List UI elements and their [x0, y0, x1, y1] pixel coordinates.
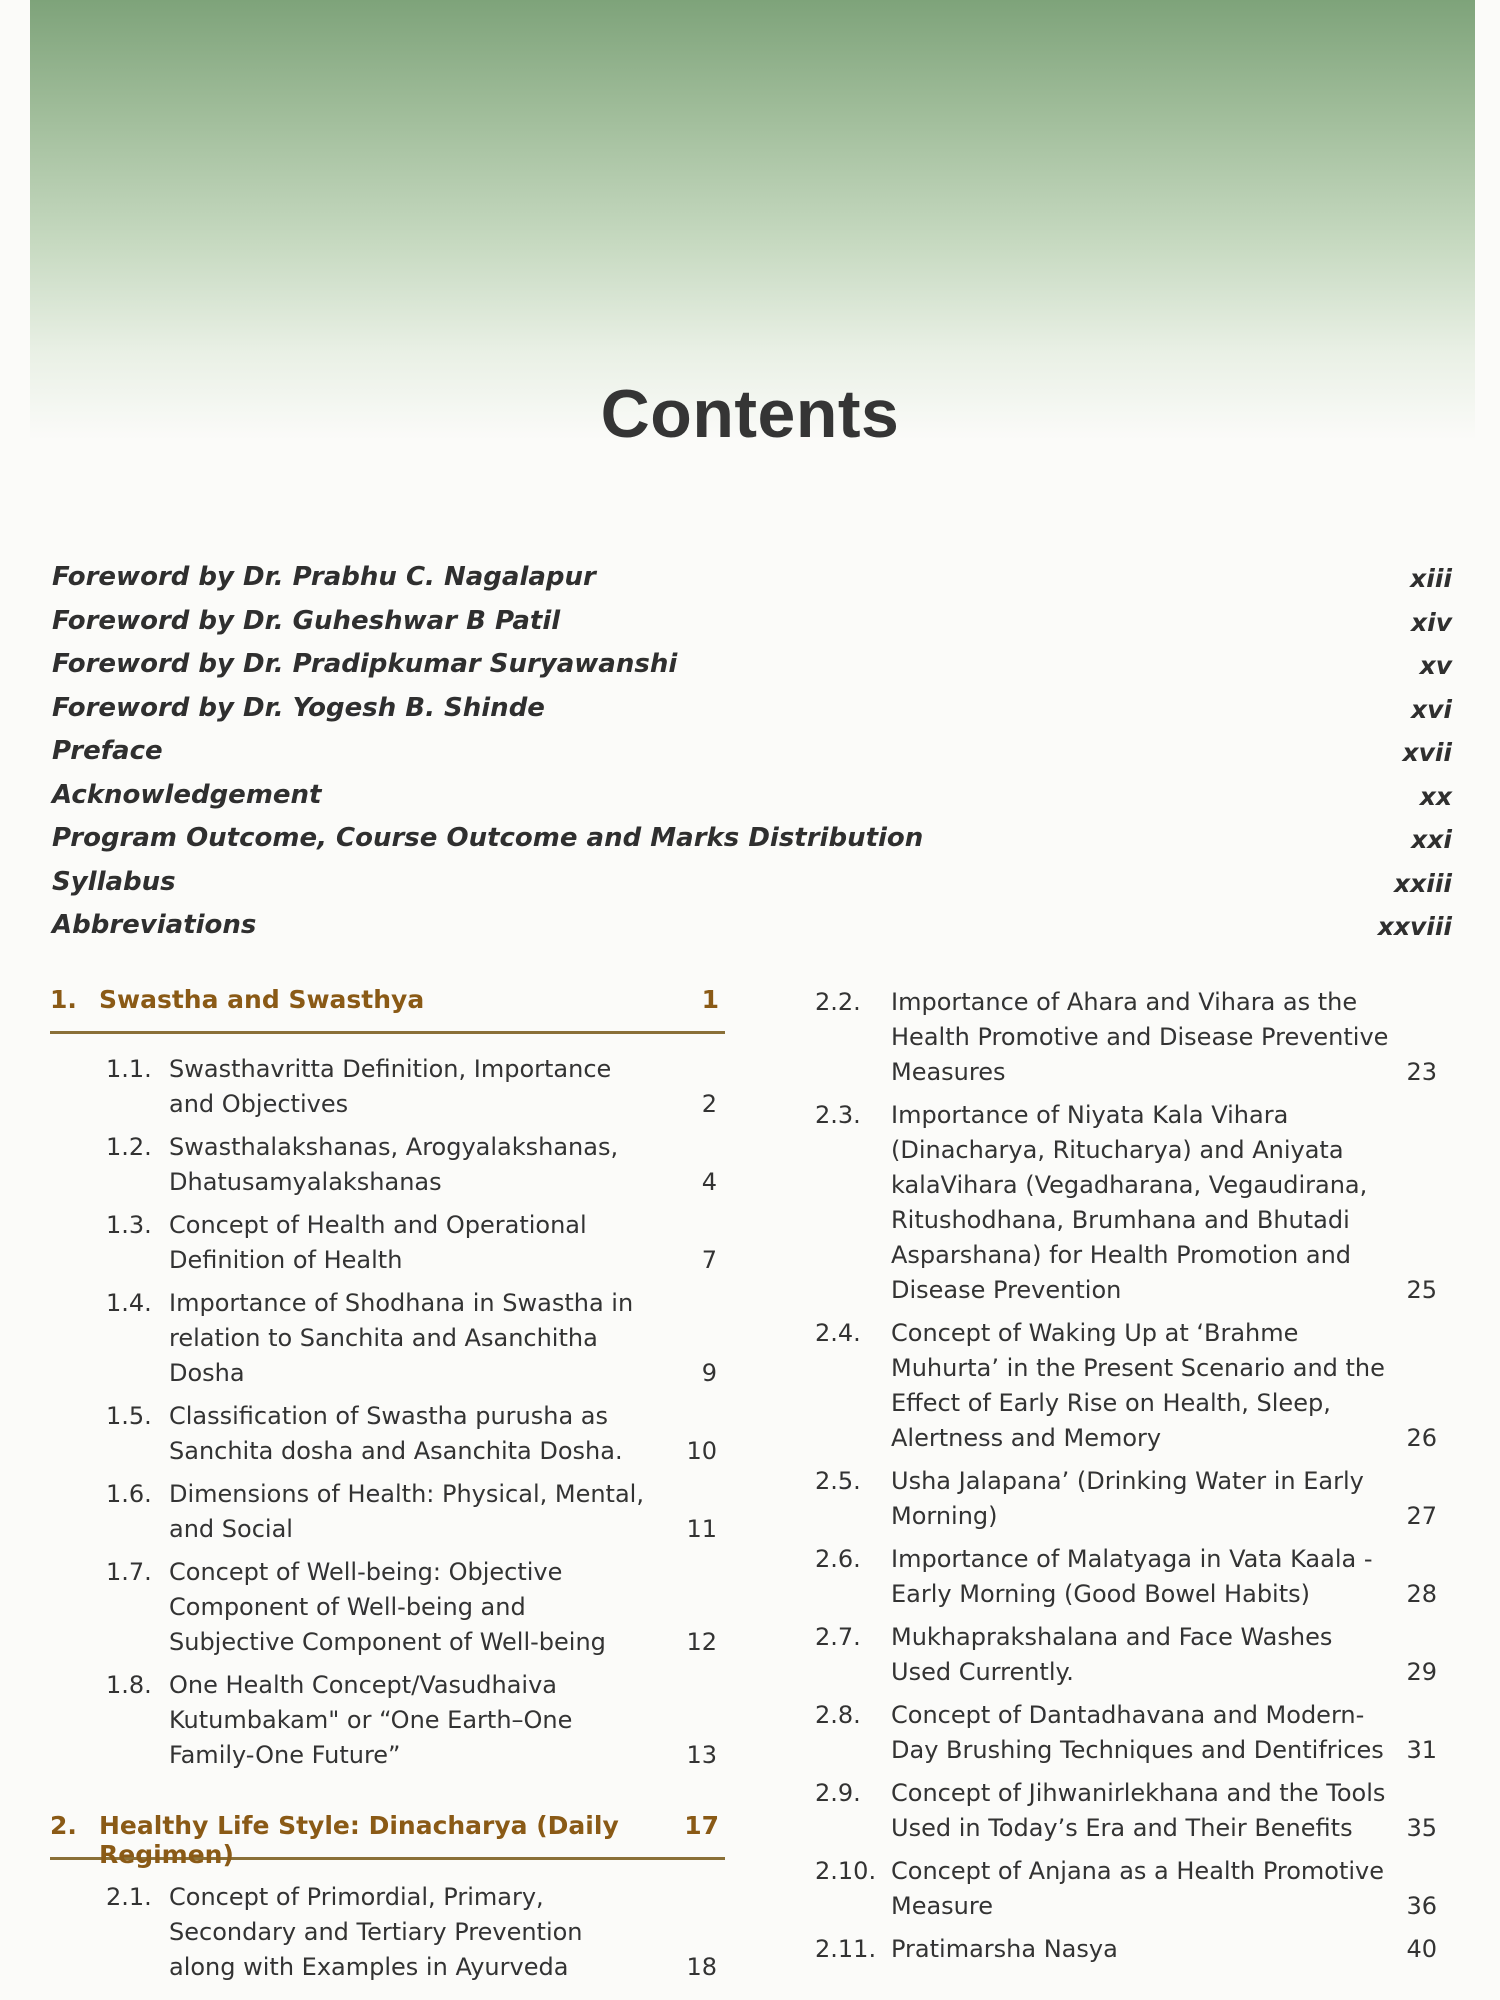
chapter-page: 17	[684, 1811, 719, 1840]
entry-title: Swasthavritta Definition, Importance and Objectives	[169, 1055, 612, 1118]
chapter-title: Healthy Life Style: Dinacharya (Daily Regimen)	[99, 1811, 619, 1869]
front-matter-page: xxiii	[1394, 868, 1452, 898]
entry-number: 1.4.	[106, 1289, 152, 1317]
entry-number: 1.1.	[106, 1055, 152, 1083]
entry-title: Concept of Health and Operational Definition of Health	[169, 1211, 587, 1274]
entry-number: 2.3.	[815, 1101, 861, 1129]
chapter-number: 1.	[50, 985, 77, 1014]
toc-entry	[815, 1098, 1445, 1308]
entry-page: 28	[1406, 1580, 1437, 1608]
entry-page: 7	[701, 1246, 717, 1274]
entry-title: Classification of Swastha purusha as Sanchita dosha and Asanchita Dosha.	[169, 1402, 623, 1465]
entry-title: Concept of Well-being: Objective Component of Well-being and Subjective Component of Well-being	[169, 1558, 606, 1656]
header-band	[30, 0, 1475, 440]
toc-entry	[106, 1477, 725, 1547]
front-matter-label: Syllabus	[52, 866, 176, 897]
entry-number: 1.6.	[106, 1480, 152, 1508]
toc-entry	[815, 1698, 1445, 1768]
entry-page: 40	[1406, 1935, 1437, 1963]
front-matter-page: xx	[1419, 781, 1452, 811]
entry-number: 1.3.	[106, 1211, 152, 1239]
entry-title: One Health Concept/Vasudhaiva Kutumbakam" or “One Earth–One Family-One Future”	[169, 1671, 573, 1769]
entry-number: 2.4.	[815, 1319, 861, 1347]
front-matter-label: Abbreviations	[52, 910, 257, 940]
entry-title: Concept of Anjana as a Health Promotive Measure	[891, 1857, 1384, 1920]
entry-title: Concept of Dantadhavana and Modern-Day Brushing Techniques and Dentifrices	[891, 1701, 1384, 1764]
entry-page: 2	[701, 1090, 717, 1118]
front-matter-row	[52, 649, 1452, 693]
front-matter-page: xxviii	[1377, 912, 1452, 941]
chapter-heading	[50, 985, 725, 1034]
entry-title: Concept of Primordial, Primary, Secondary and Tertiary Prevention along with Examples in Ayurveda	[169, 1883, 583, 1981]
front-matter-row	[52, 823, 1452, 867]
entry-page: 9	[701, 1359, 717, 1387]
entry-number: 2.9.	[815, 1779, 861, 1807]
entry-page: 29	[1406, 1658, 1437, 1686]
front-matter-page: xiii	[1410, 564, 1452, 593]
entry-number: 2.8.	[815, 1701, 861, 1729]
entry-number: 2.10.	[815, 1857, 877, 1885]
entry-title: Importance of Ahara and Vihara as the Health Promotive and Disease Preventive Measures	[891, 988, 1389, 1086]
toc-entry	[815, 1776, 1445, 1846]
toc-entry	[815, 985, 1445, 1090]
front-matter-label: Foreword by Dr. Guheshwar B Patil	[52, 605, 561, 636]
entry-page: 25	[1406, 1276, 1437, 1304]
toc-entry	[106, 1208, 725, 1278]
toc-entry	[815, 1316, 1445, 1456]
entry-page: 36	[1406, 1892, 1437, 1920]
entry-page: 4	[701, 1168, 717, 1196]
page-title: Contents	[600, 376, 900, 452]
entry-page: 31	[1406, 1736, 1437, 1764]
front-matter-list	[52, 562, 1452, 954]
entry-page: 18	[686, 1953, 717, 1981]
chapter-number: 2.	[50, 1811, 77, 1840]
entry-title: Importance of Niyata Kala Vihara (Dinacharya, Ritucharya) and Aniyata kalaVihara (Vegadharana, Vegaudirana, Ritushodhana, Brumhana and Bhutadi Asparshana) for Health Promotion and Disease Prevention	[891, 1101, 1368, 1304]
toc-entry	[106, 1399, 725, 1469]
toc-entry	[106, 1880, 725, 1985]
toc-left-column	[50, 985, 725, 1985]
entry-title: Swasthalakshanas, Arogyalakshanas, Dhatusamyalakshanas	[169, 1133, 619, 1196]
entry-number: 1.2.	[106, 1133, 152, 1161]
entry-number: 2.1.	[106, 1883, 152, 1911]
entry-page: 23	[1406, 1058, 1437, 1086]
toc-entry	[106, 1130, 725, 1200]
entry-number: 2.11.	[815, 1935, 877, 1963]
toc-entry	[815, 1854, 1445, 1924]
entry-page: 35	[1406, 1814, 1437, 1842]
toc-entry	[815, 1542, 1445, 1612]
front-matter-page: xv	[1419, 651, 1452, 680]
entry-number: 1.5.	[106, 1402, 152, 1430]
toc-entry	[815, 1620, 1445, 1690]
entry-number: 2.7.	[815, 1623, 861, 1651]
front-matter-row	[52, 606, 1452, 650]
entry-number: 1.7.	[106, 1558, 152, 1586]
toc-entry	[106, 1052, 725, 1122]
entry-number: 2.2.	[815, 988, 861, 1016]
front-matter-row	[52, 736, 1452, 780]
entry-page: 27	[1406, 1502, 1437, 1530]
toc-entry	[106, 1668, 725, 1773]
entry-number: 2.6.	[815, 1545, 861, 1573]
chapter-page: 1	[701, 985, 719, 1014]
entry-title: Concept of Waking Up at ‘Brahme Muhurta’ in the Present Scenario and the Effect of Early Rise on Health, Sleep, Alertness and Memory	[891, 1319, 1385, 1452]
front-matter-label: Acknowledgement	[52, 779, 322, 810]
toc-entry	[815, 1464, 1445, 1534]
entry-title: Dimensions of Health: Physical, Mental, and Social	[169, 1480, 644, 1543]
front-matter-row	[52, 562, 1452, 606]
entry-number: 1.8.	[106, 1671, 152, 1699]
entry-title: Importance of Malatyaga in Vata Kaala - Early Morning (Good Bowel Habits)	[891, 1545, 1373, 1608]
front-matter-page: xvi	[1411, 694, 1452, 724]
front-matter-label: Foreword by Dr. Pradipkumar Suryawanshi	[52, 649, 678, 679]
chapter-heading	[50, 1811, 725, 1869]
entry-page: 10	[686, 1437, 717, 1465]
toc-entry	[106, 1555, 725, 1660]
front-matter-page: xxi	[1411, 825, 1452, 854]
toc-entry	[106, 1286, 725, 1391]
front-matter-row	[52, 867, 1452, 911]
entry-title: Importance of Shodhana in Swastha in relation to Sanchita and Asanchitha Dosha	[169, 1289, 634, 1387]
front-matter-label: Preface	[52, 736, 163, 766]
toc-entry	[815, 1932, 1445, 1967]
front-matter-label: Program Outcome, Course Outcome and Marks Distribution	[52, 823, 924, 853]
entry-title: Usha Jalapana’ (Drinking Water in Early Morning)	[891, 1467, 1364, 1530]
front-matter-row	[52, 693, 1452, 737]
toc-right-column	[815, 985, 1445, 1967]
entry-page: 12	[686, 1628, 717, 1656]
front-matter-label: Foreword by Dr. Prabhu C. Nagalapur	[52, 562, 596, 592]
chapter-title: Swastha and Swasthya	[99, 985, 425, 1014]
front-matter-row	[52, 910, 1452, 954]
front-matter-row	[52, 780, 1452, 824]
entry-page: 26	[1406, 1424, 1437, 1452]
entry-page: 13	[686, 1741, 717, 1769]
front-matter-page: xvii	[1402, 738, 1452, 767]
entry-title: Mukhaprakshalana and Face Washes Used Currently.	[891, 1623, 1333, 1686]
entry-title: Pratimarsha Nasya	[891, 1935, 1118, 1963]
entry-number: 2.5.	[815, 1467, 861, 1495]
front-matter-page: xiv	[1411, 607, 1452, 637]
entry-title: Concept of Jihwanirlekhana and the Tools Used in Today’s Era and Their Benefits	[891, 1779, 1386, 1842]
entry-page: 11	[686, 1515, 717, 1543]
front-matter-label: Foreword by Dr. Yogesh B. Shinde	[52, 692, 545, 723]
